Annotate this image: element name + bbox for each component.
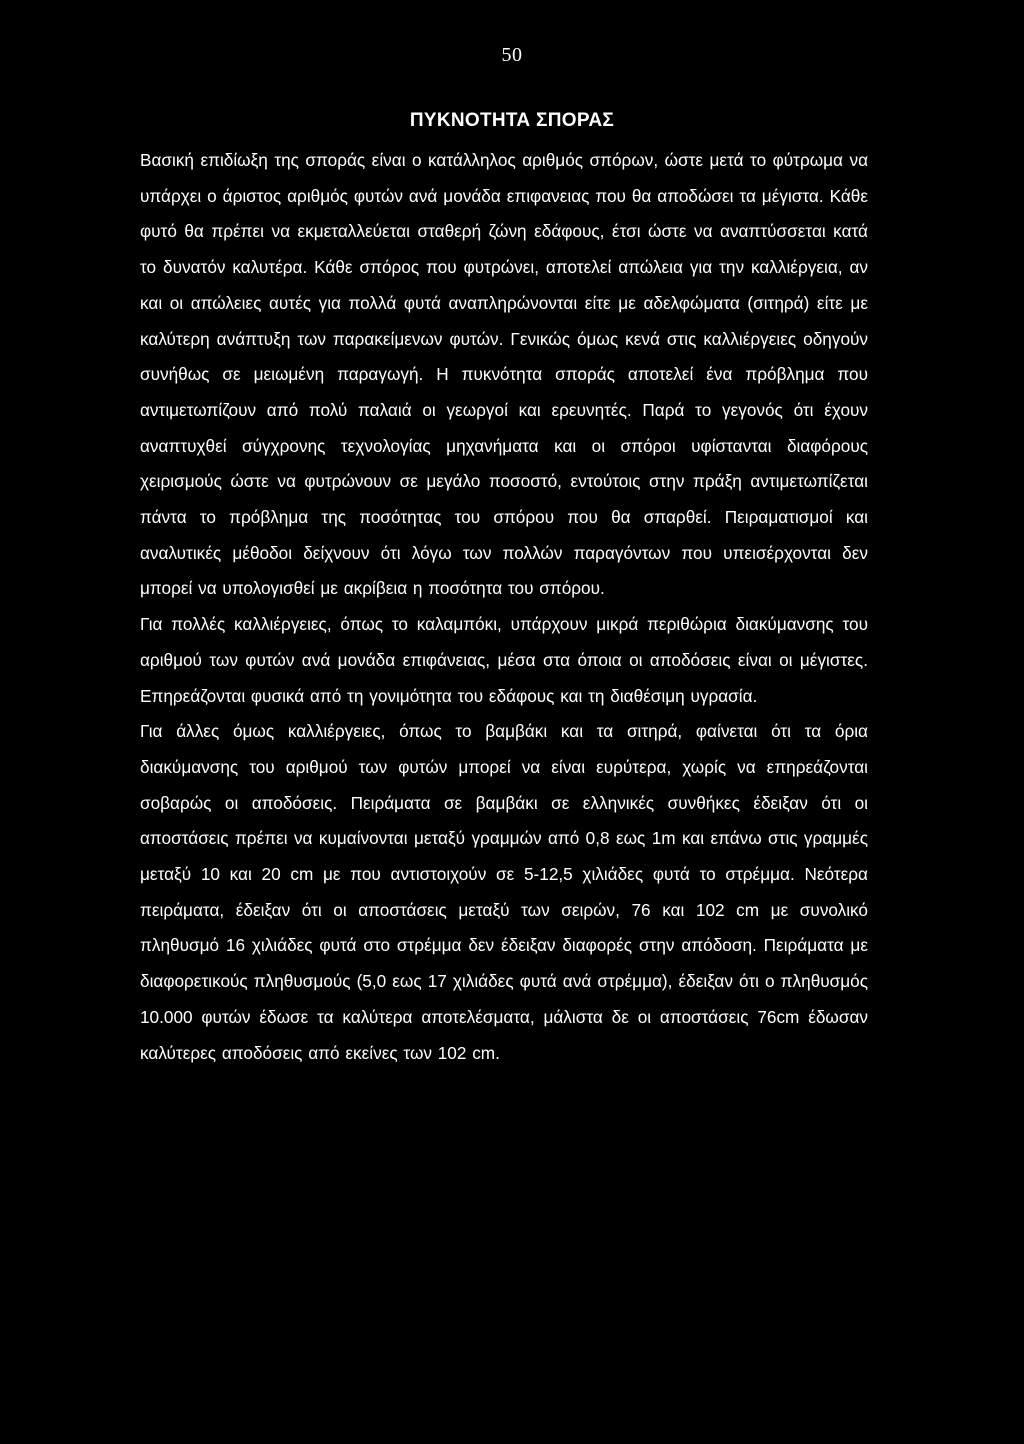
paragraph-3: Για άλλες όμως καλλιέργειες, όπως το βαμβάκι και τα σιτηρά, φαίνεται ότι τα όρια διακύμανσης του αριθμού των φυτών μπορεί να είναι ευρύτερα, χωρίς να επηρεάζονται σοβαρώς οι αποδόσεις. Πειράματα σε βαμβάκι σε ελληνικές συνθήκες έδειξαν ότι οι αποστάσεις πρέπει να κυμαίνονται μεταξύ γραμμών από 0,8 εως 1m και επάνω στις γραμμές μεταξύ 10 και 20 cm με που αντιστοιχούν σε 5-12,5 χιλιάδες φυτά το στρέμμα. Νεότερα πειράματα, έδειξαν ότι οι αποστάσεις μεταξύ των σειρών, 76 και 102 cm με συνολικό πληθυσμό 16 χιλιάδες φυτά στο στρέμμα δεν έδειξαν διαφορές στην απόδοση. Πειράματα με διαφορετικούς πληθυσμούς (5,0 εως 17 χιλιάδες φυτά ανά στρέμμα), έδειξαν ότι ο πληθυσμός 10.000 φυτών έδωσε τα καλύτερα αποτελέσματα, μάλιστα δε οι αποστάσεις 76cm έδωσαν καλύτερες αποδόσεις από εκείνες των 102 cm.	[140, 721, 868, 1063]
paragraph-1: Βασική επιδίωξη της σποράς είναι ο κατάλληλος αριθμός σπόρων, ώστε μετά το φύτρωμα να υπάρχει ο άριστος αριθμός φυτών ανά μονάδα επιφανειας που θα αποδώσει τα μέγιστα. Κάθε φυτό θα πρέπει να εκμεταλλεύεται σταθερή ζώνη εδάφους, έτσι ώστε να αναπτύσσεται κατά το δυνατόν καλυτέρα. Κάθε σπόρος που φυτρώνει, αποτελεί απώλεια για την καλλιέργεια, αν και οι απώλειες αυτές για πολλά φυτά αναπληρώνονται είτε με αδελφώματα (σιτηρά) είτε με καλύτερη ανάπτυξη των παρακείμενων φυτών. Γενικώς όμως κενά στις καλλιέργειες οδηγούν συνήθως σε μειωμένη παραγωγή. Η πυκνότητα σποράς αποτελεί ένα πρόβλημα που αντιμετωπίζουν από πολύ παλαιά οι γεωργοί και ερευνητές. Παρά το γεγονός ότι έχουν αναπτυχθεί σύγχρονης τεχνολογίας μηχανήματα και οι σπόροι υφίστανται διαφόρους χειρισμούς ώστε να φυτρώνουν σε μεγάλο ποσοστό, εντούτοις στην πράξη αντιμετωπίζεται πάντα το πρόβλημα της ποσότητας του σπόρου που θα σπαρθεί. Πειραματισμοί και αναλυτικές μέθοδοι δείχνουν ότι λόγω των πολλών παραγόντων που υπεισέρχονται δεν μπορεί να υπολογισθεί με ακρίβεια η ποσότητα του σπόρου.	[140, 150, 868, 599]
paragraph-2: Για πολλές καλλιέργειες, όπως το καλαμπόκι, υπάρχουν μικρά περιθώρια διακύμανσης του αριθμού των φυτών ανά μονάδα επιφάνειας, μέσα στα όποια οι αποδόσεις είναι οι μέγιστες. Επηρεάζονται φυσικά από τη γονιμότητα του εδάφους και τη διαθέσιμη υγρασία.	[140, 614, 868, 706]
page-number: 50	[501, 44, 523, 66]
page-title: ΠΥΚΝΟΤΗΤΑ ΣΠΟΡΑΣ	[409, 110, 615, 131]
body-text	[140, 143, 868, 1071]
